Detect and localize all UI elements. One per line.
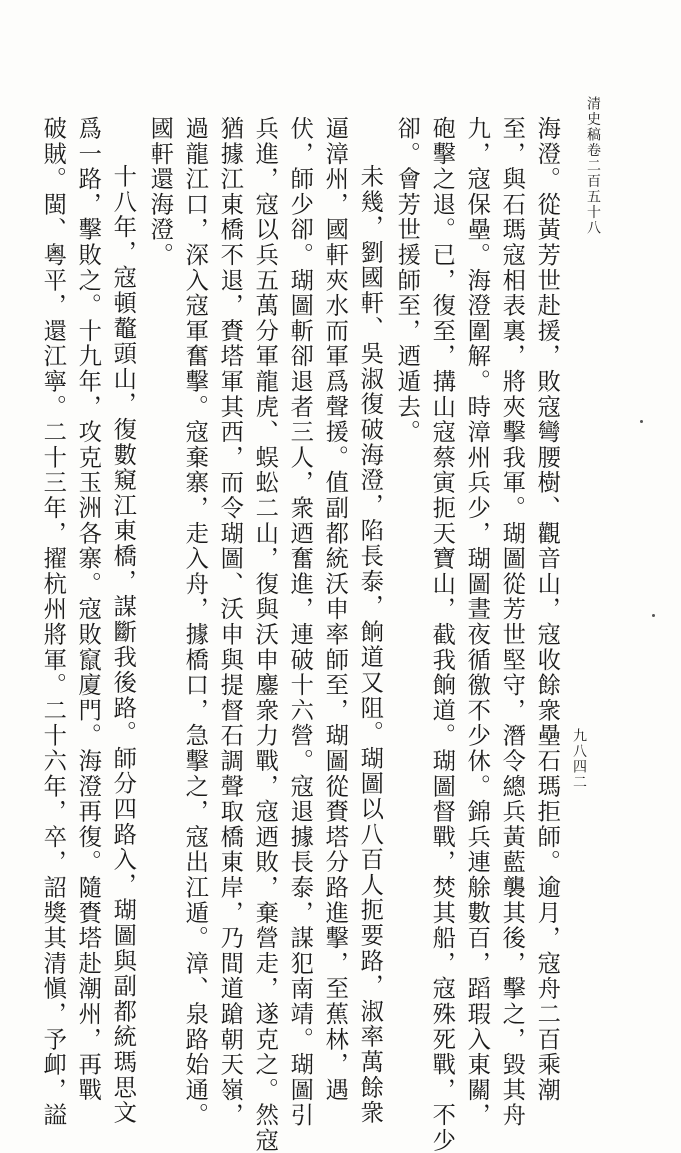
text-column-6: 未幾，劉國軒、吳淑復破海澄，陷長泰，餉道又阻。瑚圖以八百人扼要路，淑率萬餘衆 [356,164,384,1126]
text-column-3: 九，寇保壘。海澄圍解。時漳州兵少，瑚圖晝夜循徼不少休。錦兵連艅數百，蹈瑕入東關， [463,116,491,1128]
scan-speck [652,614,655,617]
text-column-8: 伏，師少卻。瑚圖斬卻退者三人，衆迺奮進，連破十六營。寇退據長泰，謀犯南靖。瑚圖引 [286,116,314,1128]
page-number: 九八四二 [571,728,587,790]
text-column-15: 破賊。閩、粵平，還江寧。二十三年，擢杭州將軍。二十六年，卒，詔獎其清愼，予卹，謚 [39,116,67,1128]
text-column-11: 過龍江口，深入寇軍奮擊。寇棄寨，走入舟，據橋口，急擊之，寇出江遁。漳、泉路始通。 [181,116,209,1128]
text-column-7: 逼漳州，國軒夾水而軍爲聲援。值副都統沃申率師至，瑚圖從賚塔分路進擊，至蕉林，遇 [321,116,349,1103]
text-column-10: 猶據江東橋不退，賚塔軍其西，而令瑚圖、沃申與提督石調聲取橋東岸，乃間道蹌朝天嶺， [216,116,244,1128]
text-column-9: 兵進，寇以兵五萬分軍龍虎、蜈蚣二山，復與沃申鏖衆力戰，寇迺敗，棄營走，遂克之。然寇 [251,116,279,1153]
text-column-14: 爲一路，擊敗之。十九年，攻克玉洲各寨。寇敗竄廈門。海澄再復。隨賚塔赴潮州，再戰 [74,116,102,1103]
text-column-2: 至，與石瑪寇相表裏，將夾擊我軍。瑚圖從芳世堅守，潛令總兵黃藍襲其後，擊之，毀其舟 [498,116,526,1128]
scan-speck [640,420,643,423]
text-column-4: 砲擊之退。已，復至，搆山寇蔡寅扼天寶山，截我餉道。瑚圖督戰，焚其船，寇殊死戰，不少 [428,116,456,1153]
text-column-5: 卻。會芳世援師至，迺遁去。 [393,116,421,445]
running-title: 清史稿卷二百五十八 [585,96,601,236]
text-column-12: 國軒還海澄。 [146,116,174,268]
text-column-1: 海澄。從黃芳世赴援，敗寇彎腰樹、觀音山，寇收餘衆壘石瑪拒師。逾月，寇舟二百乘潮 [533,116,561,1103]
text-column-13: 十八年，寇頓鼇頭山，復數窺江東橋，謀斷我後路。師分四路入，瑚圖與副都統瑪思文 [109,164,137,1126]
